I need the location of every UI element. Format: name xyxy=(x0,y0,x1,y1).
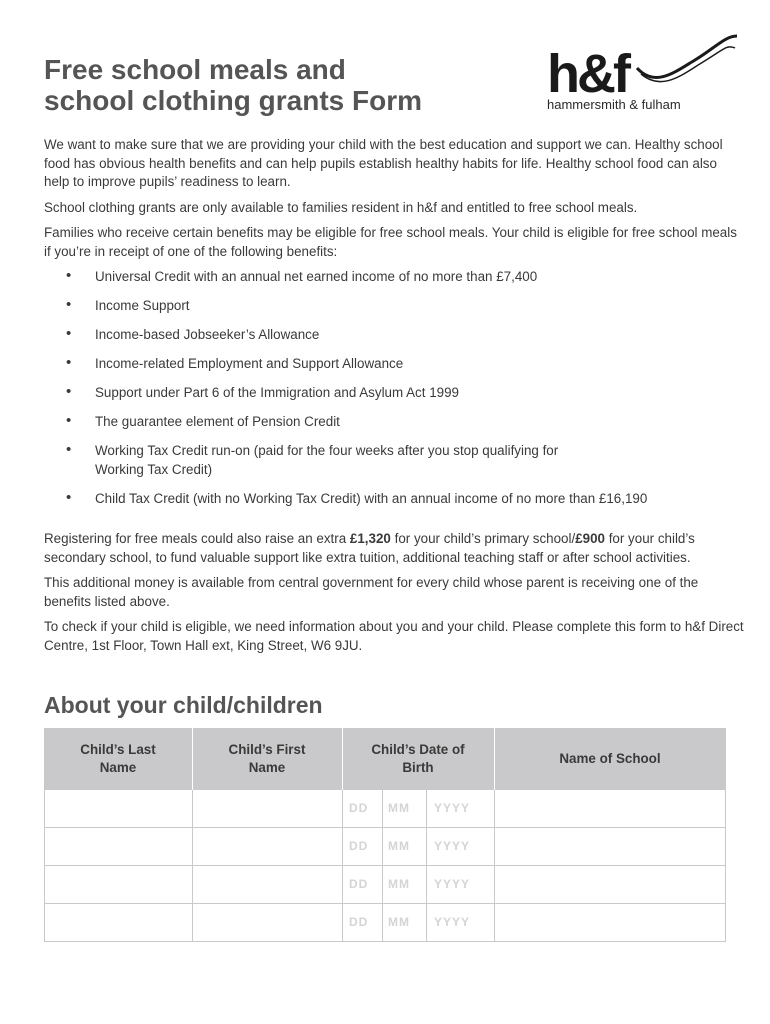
dob-divider xyxy=(426,790,427,828)
dob-year-field[interactable]: YYYY xyxy=(434,877,471,891)
benefit-item: • Universal Credit with an annual net earned income of no more than £7,400 xyxy=(66,267,538,284)
col-header-last-name: Child’s Last Name xyxy=(44,728,192,790)
dob-divider xyxy=(426,828,427,866)
bullet-icon: • xyxy=(66,441,72,458)
bullet-icon: • xyxy=(66,267,72,284)
page-title-line-1: Free school meals and xyxy=(44,54,346,85)
benefit-item: • Support under Part 6 of the Immigration and Asylum Act 1999 xyxy=(66,383,459,400)
intro-paragraph-1: We want to make sure that we are providing your child with the best education and support we can. Healthy school food has obvious health benefits and can help pupils establish healthy habits for life. Healthy school food can also help to improve pupils’ readiness to learn. xyxy=(44,137,723,189)
bullet-icon: • xyxy=(66,383,72,400)
intro-section xyxy=(44,136,744,519)
intro-paragraph-3: Families who receive certain benefits may be eligible for free school meals. Your child is eligible for free school meals if you’re in receipt of one of the following benefits: xyxy=(44,225,737,259)
logo-text: hammersmith & fulham xyxy=(547,97,681,112)
bullet-icon: • xyxy=(66,488,72,506)
dob-divider xyxy=(382,790,383,828)
dob-year-field[interactable]: YYYY xyxy=(434,801,471,815)
benefit-item: • Income-based Jobseeker’s Allowance xyxy=(66,325,320,342)
primary-amount: £1,320 xyxy=(349,531,391,546)
table-row[interactable] xyxy=(44,828,726,866)
benefit-item: • Income Support xyxy=(66,296,190,313)
intro-paragraph-2: School clothing grants are only available to families resident in h&f and entitled to free school meals. xyxy=(44,199,638,215)
government-paragraph: This additional money is available from central government for every child whose parent is receiving one of the benefits listed above. xyxy=(44,575,699,609)
dob-month-field[interactable]: MM xyxy=(388,877,410,891)
funding-paragraph: Registering for free meals could also raise an extra £1,320 for your child’s primary school/£900 for your child’s secondary school, to fund valuable support like extra tuition, additional teaching staff or after school activities. xyxy=(44,531,695,565)
secondary-amount: £900 xyxy=(575,531,605,546)
benefit-item: • Child Tax Credit (with no Working Tax Credit) with an annual income of no more than £16,190 xyxy=(66,488,648,506)
funding-section xyxy=(44,530,744,662)
children-table xyxy=(44,728,726,942)
col-header-school: Name of School xyxy=(494,728,726,790)
dob-divider xyxy=(382,904,383,942)
children-section-title: About your child/children xyxy=(44,692,323,718)
bullet-icon: • xyxy=(66,296,72,313)
page-title xyxy=(44,54,422,116)
col-header-first-name: Child’s First Name xyxy=(192,728,342,790)
page-title-line-2: school clothing grants Form xyxy=(44,85,423,116)
dob-year-field[interactable]: YYYY xyxy=(434,915,471,929)
benefit-item: • The guarantee element of Pension Credit xyxy=(66,412,340,429)
benefit-item: • Income-related Employment and Support Allowance xyxy=(66,354,404,371)
hf-logo-mark: h&f xyxy=(547,44,628,104)
dob-day-field[interactable]: DD xyxy=(349,915,369,929)
dob-month-field[interactable]: MM xyxy=(388,839,410,853)
dob-day-field[interactable]: DD xyxy=(349,839,369,853)
dob-month-field[interactable]: MM xyxy=(388,801,410,815)
table-row[interactable] xyxy=(44,904,726,942)
bullet-icon: • xyxy=(66,325,72,342)
instructions-paragraph: To check if your child is eligible, we need information about you and your child. Please complete this form to h&f Direct Centre, 1st Floor, Town Hall ext, King Street, W6 9JU. xyxy=(44,619,744,653)
dob-divider xyxy=(426,904,427,942)
table-row[interactable] xyxy=(44,866,726,904)
benefit-item: • Working Tax Credit run-on (paid for the four weeks after you stop qualifying for Working Tax Credit) xyxy=(66,441,559,477)
col-header-dob: Child’s Date of Birth xyxy=(342,728,494,790)
dob-month-field[interactable]: MM xyxy=(388,915,410,929)
dob-divider xyxy=(382,828,383,866)
dob-divider xyxy=(382,866,383,904)
table-row[interactable] xyxy=(44,790,726,828)
dob-divider xyxy=(426,866,427,904)
dob-day-field[interactable]: DD xyxy=(349,801,369,815)
bullet-icon: • xyxy=(66,354,72,371)
benefits-list xyxy=(44,268,744,508)
bullet-icon: • xyxy=(66,412,72,429)
dob-day-field[interactable]: DD xyxy=(349,877,369,891)
dob-year-field[interactable]: YYYY xyxy=(434,839,471,853)
